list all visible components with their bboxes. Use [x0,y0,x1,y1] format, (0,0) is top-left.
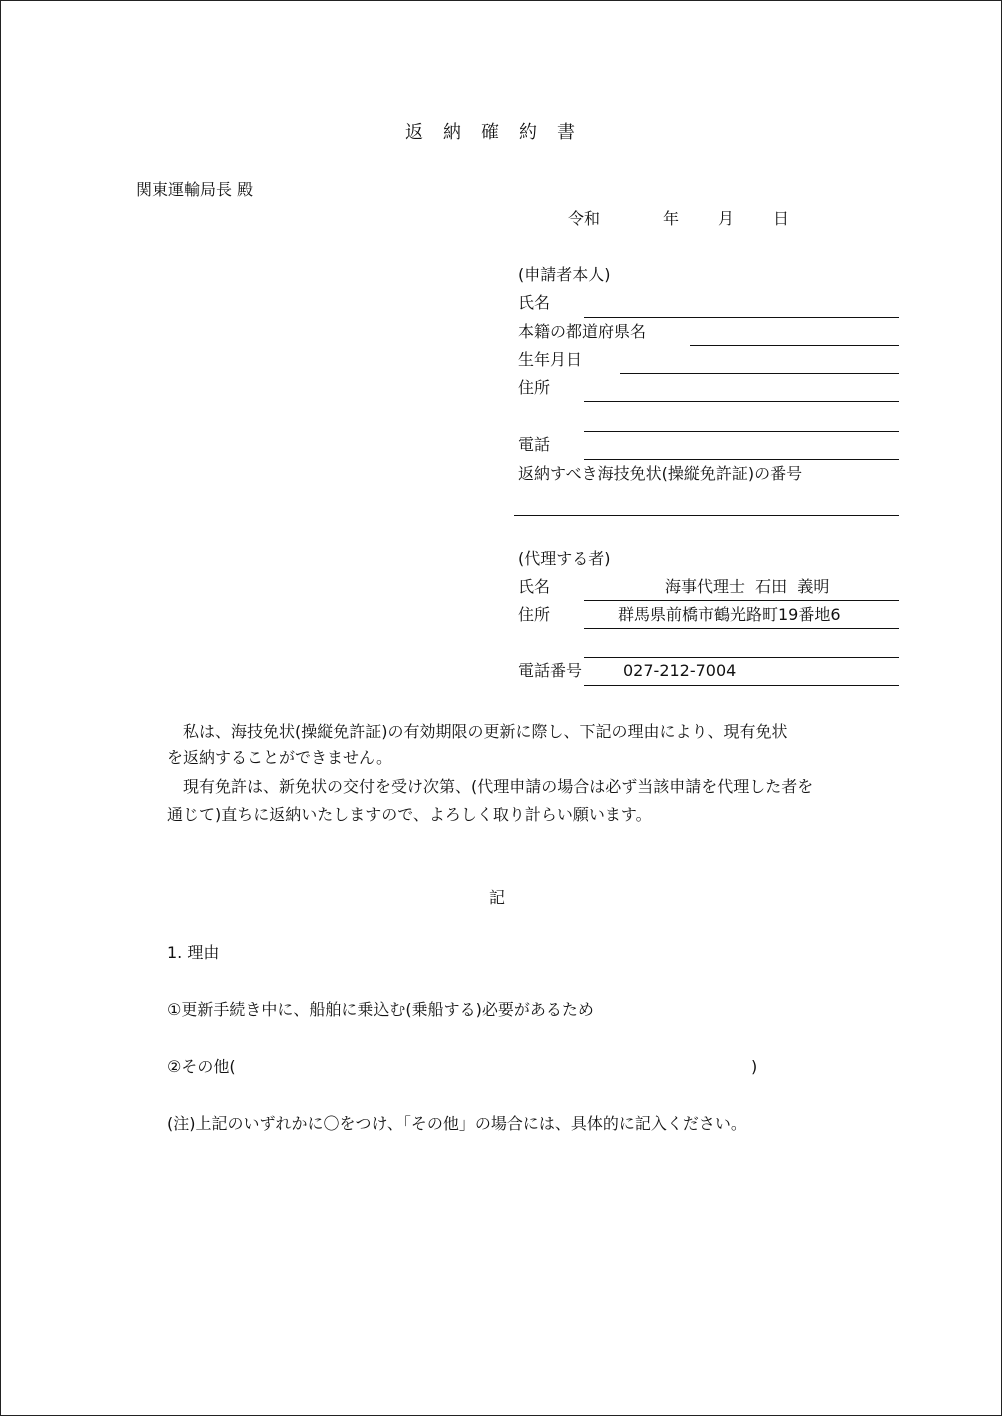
applicant-phone-field[interactable] [584,459,899,460]
applicant-address-label: 住所 [518,378,551,397]
agent-phone-value: 027-212-7004 [623,661,737,680]
record-heading: 記 [489,888,506,907]
applicant-name-field[interactable] [584,317,899,318]
applicant-prefecture-label: 本籍の都道府県名 [518,322,647,341]
applicant-birthdate-label: 生年月日 [518,350,583,369]
agent-header: (代理する者) [518,549,611,568]
applicant-header: (申請者本人) [518,265,611,284]
date-year: 年 [663,209,680,228]
body-p2-line1: 現有免許は、新免状の交付を受け次第、(代理申請の場合は必ず当該申請を代理した者を [183,777,814,796]
agent-phone-label: 電話番号 [518,661,583,680]
note-text: (注)上記のいずれかに〇をつけ、「その他」の場合には、具体的に記入ください。 [167,1114,747,1133]
reason-option-1[interactable]: ①更新手続き中に、船舶に乗込む(乗船する)必要があるため [167,1000,594,1019]
date-day: 日 [773,209,790,228]
license-number-label: 返納すべき海技免状(操縦免許証)の番号 [518,464,803,483]
date-month: 月 [718,209,735,228]
license-number-field[interactable] [514,515,899,516]
body-p2-line2: 通じて)直ちに返納いたしますので、よろしく取り計らい願います。 [167,805,652,824]
agent-address-field-2[interactable] [584,657,899,658]
document-title: 返納確約書 [405,122,595,143]
applicant-phone-label: 電話 [518,435,551,454]
reason-option-2-close: ) [751,1057,758,1076]
agent-phone-field[interactable] [584,685,899,686]
applicant-birthdate-field[interactable] [620,373,899,374]
addressee: 関東運輸局長 殿 [136,180,254,199]
agent-address-field-1[interactable] [584,628,899,629]
applicant-name-label: 氏名 [518,293,551,312]
reason-option-2[interactable]: ②その他( [167,1057,236,1076]
agent-address-label: 住所 [518,605,551,624]
agent-name-label: 氏名 [518,577,551,596]
agent-name-value: 海事代理士 石田 義明 [665,577,830,596]
agent-name-field[interactable] [584,600,899,601]
applicant-address-field-1[interactable] [584,401,899,402]
date-era: 令和 [568,209,601,228]
body-p1-line2: を返納することができません。 [167,748,392,767]
body-p1-line1: 私は、海技免状(操縦免許証)の有効期限の更新に際し、下記の理由により、現有免状 [183,722,788,741]
applicant-address-field-2[interactable] [584,431,899,432]
agent-address-value: 群馬県前橋市鶴光路町19番地6 [618,605,841,624]
reason-section-title: 1. 理由 [167,943,220,962]
applicant-prefecture-field[interactable] [690,345,899,346]
